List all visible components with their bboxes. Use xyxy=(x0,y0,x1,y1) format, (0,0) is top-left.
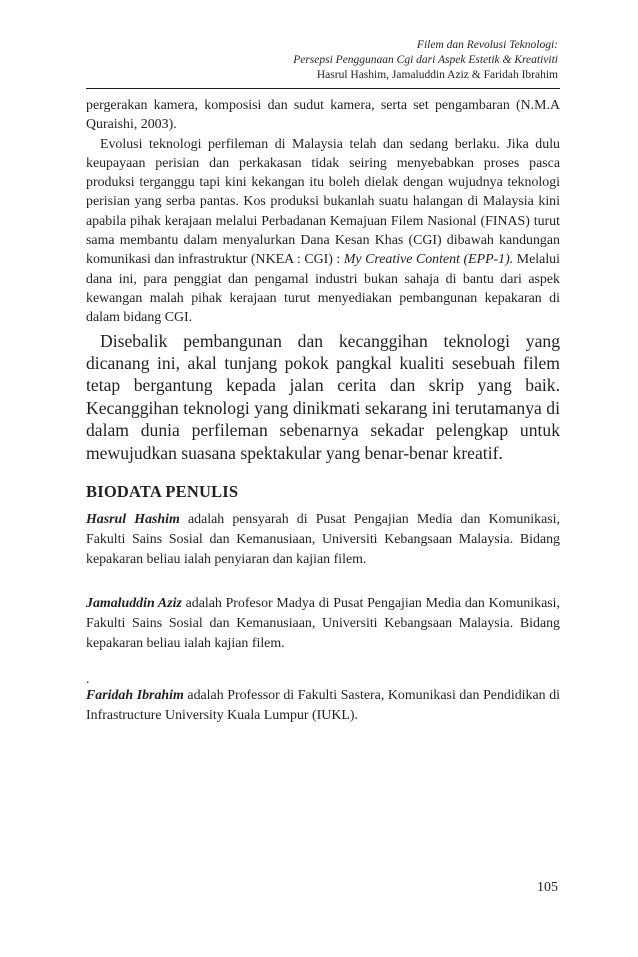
separator-dot: . xyxy=(86,671,90,687)
header-rule xyxy=(86,88,560,89)
page-body xyxy=(86,96,560,725)
author-text-2: adalah Profesor Madya di Pusat Pengajian Media dan Komunikasi, Fakulti Sains Sosial dan Kemanusiaan, Universiti Kebangsaan Malaysia. Bidang kepakaran beliau ialah kajian filem. xyxy=(86,596,560,651)
paragraph-2 xyxy=(86,135,560,328)
author-name-2: Jamaluddin Aziz xyxy=(86,596,182,612)
header-subtitle: Persepsi Penggunaan Cgi dari Aspek Estetik & Kreativiti xyxy=(293,54,558,66)
author-name-3: Faridah Ibrahim xyxy=(86,687,184,703)
paragraph-1: pergerakan kamera, komposisi dan sudut kamera, serta set pengambaran (N.M.A Quraishi, 2003). xyxy=(86,98,560,133)
paragraph-2-text-b: Melalui dana ini, para penggiat dan pengamal industri bukan sahaja di bantu dari aspek kewangan malah pihak kerajaan turut menyediakan pembangunan kepakaran di dalam bidang CGI. xyxy=(86,252,560,326)
paragraph-3: Disebalik pembangunan dan kecanggihan teknologi yang dicanang ini, akal tunjang pokok pangkal kualiti sesebuah filem tetap bergantung kepada jalan cerita dan skrip yang baik. Kecanggihan teknologi yang dinikmati sekarang ini terutamanya di dalam dunia perfileman sebenarnya sekadar pelengkap untuk mewujudkan suasana spektakular yang benar-benar kreatif. xyxy=(86,330,560,463)
author-name-1: Hasrul Hashim xyxy=(86,512,180,527)
paragraph-2-text-a: Evolusi teknologi perfileman di Malaysia telah dan sedang berlaku. Jika dulu keupayaan perisian dan perkakasan tidak seiring menyebabkan proses pasca produksi terganggu tapi kini kekangan itu boleh dielak dengan wujudnya teknologi perisian yang serba pantas. Kos produksi bukanlah suatu halangan di Malaysia kini apabila pihak kerajaan melalui Perbadanan Kemajuan Filem Nasional (FINAS) turut sama membantu dalam menyalurkan Dana Kesan Khas (CGI) dibawah kandungan komunikasi dan infrastruktur (NKEA : CGI) : xyxy=(86,136,560,268)
author-text-3: adalah Professor di Fakulti Sastera, Komunikasi dan Pendidikan di Infrastructure University Kuala Lumpur (IUKL). xyxy=(86,687,560,723)
author-bio-3 xyxy=(86,686,560,726)
author-text-1: adalah pensyarah di Pusat Pengajian Media dan Komunikasi, Fakulti Sains Sosial dan Kemanusiaan, Universiti Kebangsaan Malaysia. Bidang kepakaran beliau ialah penyiaran dan kajian filem. xyxy=(86,512,560,567)
header-authors: Hasrul Hashim, Jamaluddin Aziz & Faridah Ibrahim xyxy=(316,69,558,81)
author-bio-1 xyxy=(86,510,560,569)
biodata-heading: BIODATA PENULIS xyxy=(86,482,239,501)
paragraph-2-italic: My Creative Content (EPP-1). xyxy=(343,252,514,268)
page-number: 105 xyxy=(537,880,558,895)
running-header xyxy=(293,38,558,83)
author-bio-2 xyxy=(86,594,560,653)
header-title: Filem dan Revolusi Teknologi: xyxy=(416,39,558,51)
